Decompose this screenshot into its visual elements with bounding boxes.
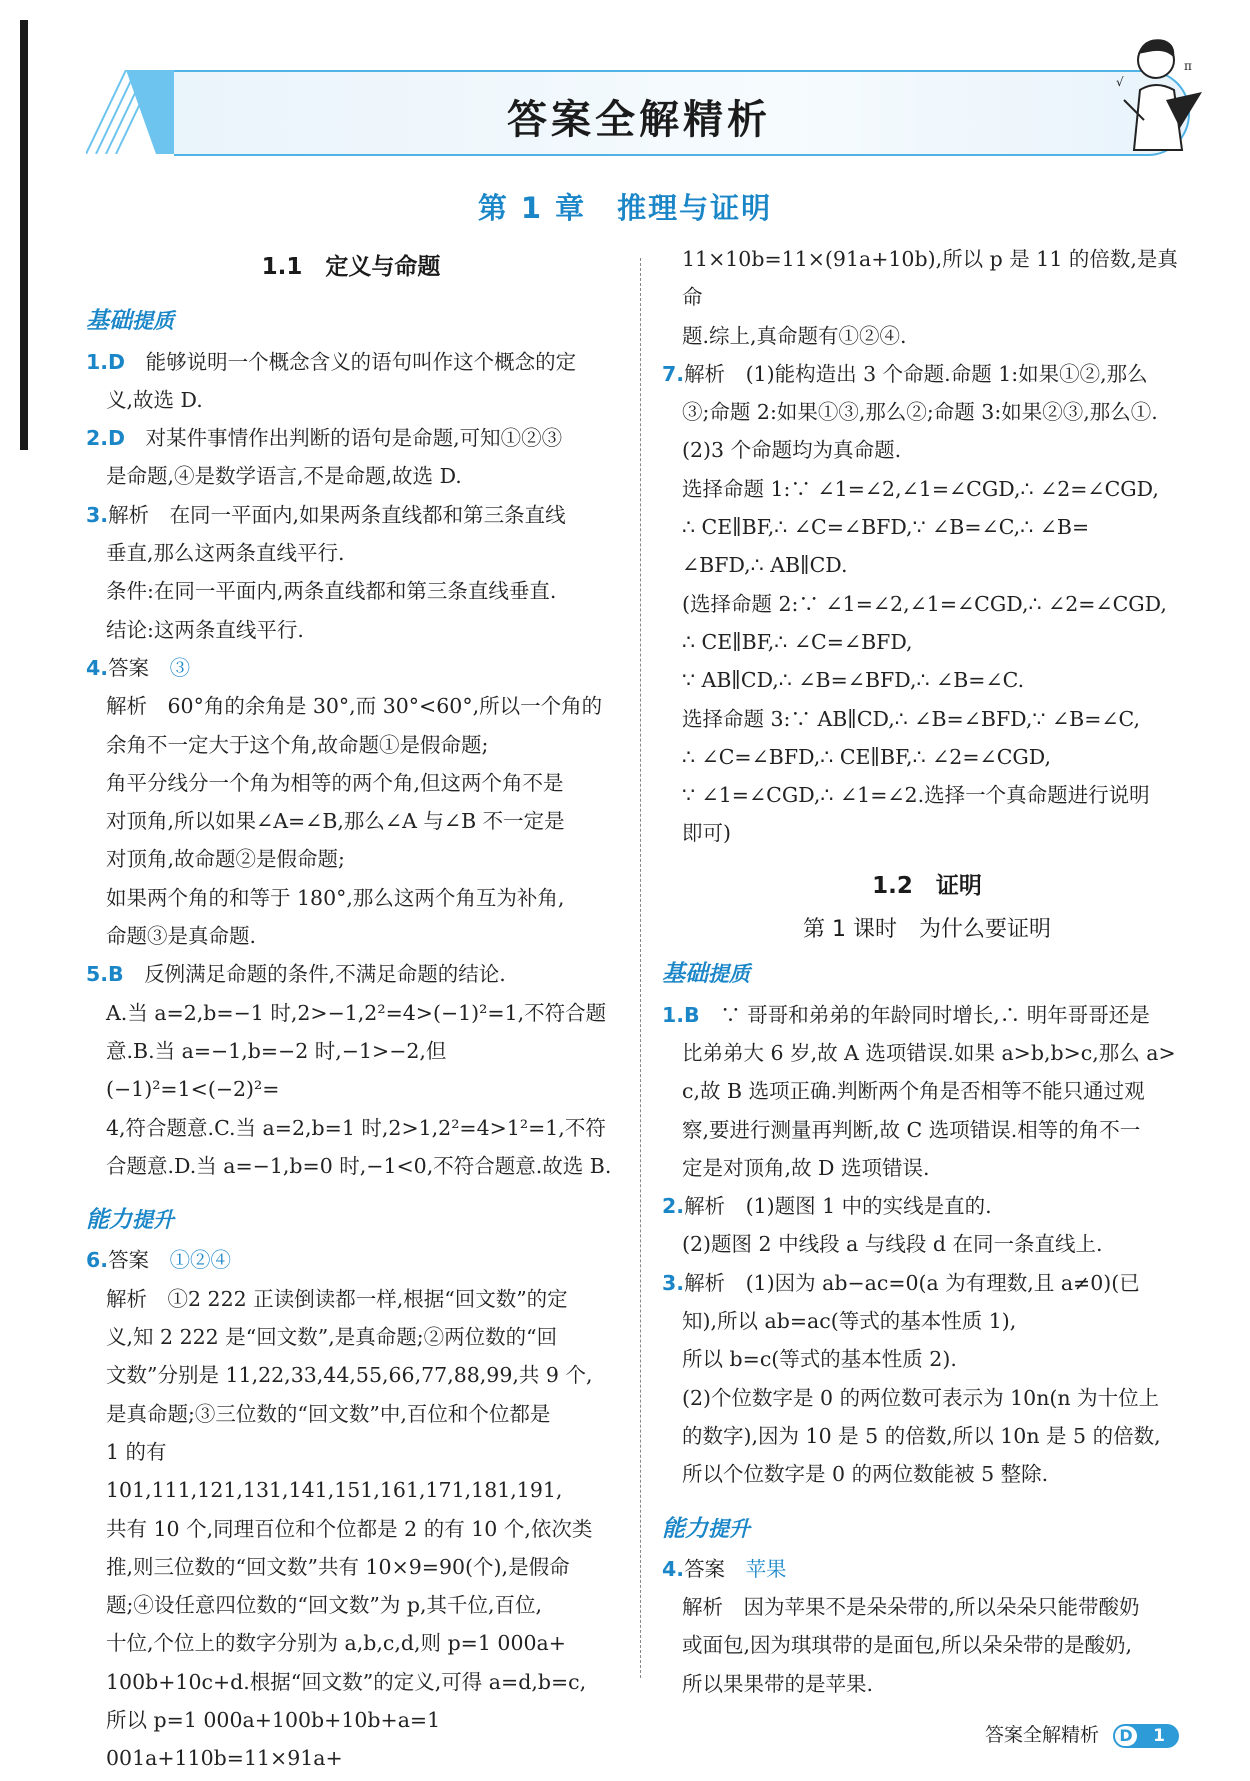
tag-advanced: 能力提升	[86, 1207, 174, 1234]
question-1-b: 1.B ∵ 哥哥和弟弟的年龄同时增长,∴ 明年哥哥还是 比弟弟大 6 岁,故 A 选项错误.如果 a>b,b>c,那么 a> c,故 B 选项正确.判断两个角是否相等不能只通过观 察,要进行测量再判断,故 C 选项错误.相等的角不一 定是对顶角,故 D 选项错误.	[662, 1002, 1176, 1180]
page-badge	[1113, 1724, 1179, 1748]
question-6: 6.答案 ①②④ 解析 ①2 222 正读倒读都一样,根据“回文数”的定 义,知 2 222 是“回文数”,是真命题;②两位数的“回 文数”分别是 11,22,33,44,55,66,77,88,99,共 9 个, 是真命题;③三位数的“回文数”中,百位和个位都是 1 的有 101,111,121,131,141,151,161,171,181,191, 共有 10 个,同理百位和个位都是 2 的有 10 个,依次类 推,则三位数的“回文数”共有 10×9=90(个),是假命 题;④设任意四位数的“回文数”为 p,其千位,百位, 十位,个位上的数字分别为 a,b,c,d,则 p=1 000a+ 100b+10c+d.根据“回文数”的定义,可得 a=d,b=c, 所以 p=1 000a+100b+10b+a=1 001a+110b=11×91a+	[86, 1248, 593, 1771]
question-4-b: 4.答案 苹果 解析 因为苹果不是朵朵带的,所以朵朵只能带酸奶 或面包,因为琪琪带的是面包,所以朵朵带的是酸奶, 所以果果带的是苹果.	[662, 1556, 1140, 1696]
tag-advanced-2: 能力提升	[662, 1515, 750, 1542]
student-illustration-icon	[1104, 30, 1224, 154]
page-footer	[985, 1720, 1179, 1748]
svg-text:π: π	[1184, 59, 1192, 73]
question-3-b: 3.解析 (1)因为 ab−ac=0(a 为有理数,且 a≠0)(已 知),所以 ab=ac(等式的基本性质 1), 所以 b=c(等式的基本性质 2). (2)个位数字是 0 的两位数可表示为 10n(n 为十位上 的数字),因为 10 是 5 的倍数,所以 10n 是 5 的倍数, 所以个位数字是 0 的两位数能被 5 整除.	[662, 1270, 1161, 1487]
tag-basic: 基础提质	[86, 308, 174, 335]
question-6-continued: 11×10b=11×(91a+10b),所以 p 是 11 的倍数,是真命 题.综上,真命题有①②④.	[682, 247, 1178, 348]
lesson-title: 第 1 课时 为什么要证明	[803, 917, 1051, 943]
page-number: 1	[1153, 1725, 1165, 1746]
tag-basic-2: 基础提质	[662, 961, 750, 988]
chapter-title: 第 1 章 推理与证明	[477, 191, 773, 225]
header-banner	[86, 59, 1192, 154]
badge-letter: D	[1115, 1726, 1137, 1746]
question-2: 2.D 对某件事情作出判断的语句是命题,可知①②③ 是命题,④是数学语言,不是命题,故选 D.	[86, 426, 563, 489]
question-3: 3.解析 在同一平面内,如果两条直线都和第三条直线 垂直,那么这两条直线平行. 条件:在同一平面内,两条直线都和第三条直线垂直. 结论:这两条直线平行.	[86, 502, 566, 642]
page-title: 答案全解精析	[507, 97, 771, 143]
question-5: 5.B 反例满足命题的条件,不满足命题的结论. A.当 a=2,b=−1 时,2>−1,2²=4>(−1)²=1,不符合题 意.B.当 a=−1,b=−2 时,−1>−2,但(−1)²=1<(−2)²= 4,符合题意.C.当 a=2,b=1 时,2>1,2²=4>1²=1,不符 合题意.D.当 a=−1,b=0 时,−1<0,不符合题意.故选 B.	[86, 962, 612, 1178]
question-1: 1.D 能够说明一个概念含义的语句叫作这个概念的定 义,故选 D.	[86, 349, 577, 412]
svg-text:√: √	[1116, 75, 1124, 89]
section-title-1-2: 1.2 证明	[872, 872, 982, 899]
column-divider	[640, 258, 641, 1678]
question-2-b: 2.解析 (1)题图 1 中的实线是直的. (2)题图 2 中线段 a 与线段 d 在同一条直线上.	[662, 1194, 1103, 1257]
right-column	[662, 240, 1192, 1703]
question-7: 7.解析 (1)能构造出 3 个命题.命题 1:如果①②,那么 ③;命题 2:如果①③,那么②;命题 3:如果②③,那么①. (2)3 个命题均为真命题. 选择命题 1:∵ ∠1=∠2,∠1=∠CGD,∴ ∠2=∠CGD, ∴ CE∥BF,∴ ∠C=∠BFD,∵ ∠B=∠C,∴ ∠B= ∠BFD,∴ AB∥CD. (选择命题 2:∵ ∠1=∠2,∠1=∠CGD,∴ ∠2=∠CGD, ∴ CE∥BF,∴ ∠C=∠BFD, ∵ AB∥CD,∴ ∠B=∠BFD,∴ ∠B=∠C. 选择命题 3:∵ AB∥CD,∴ ∠B=∠BFD,∵ ∠B=∠C, ∴ ∠C=∠BFD,∴ CE∥BF,∴ ∠2=∠CGD, ∵ ∠1=∠CGD,∴ ∠1=∠2.选择一个真命题进行说明 即可)	[662, 361, 1167, 846]
left-column	[86, 240, 616, 1778]
footer-label: 答案全解精析	[985, 1724, 1100, 1746]
question-4: 4.答案 ③ 解析 60°角的余角是 30°,而 30°<60°,所以一个角的 余角不一定大于这个角,故命题①是假命题; 角平分线分一个角为相等的两个角,但这两个角不是 对顶角,所以如果∠A=∠B,那么∠A 与∠B 不一定是 对顶角,故命题②是假命题; 如果两个角的和等于 180°,那么这两个角互为补角, 命题③是真命题.	[86, 655, 603, 949]
page-edge-mark	[20, 20, 28, 450]
section-title-1-1: 1.1 定义与命题	[261, 254, 441, 280]
